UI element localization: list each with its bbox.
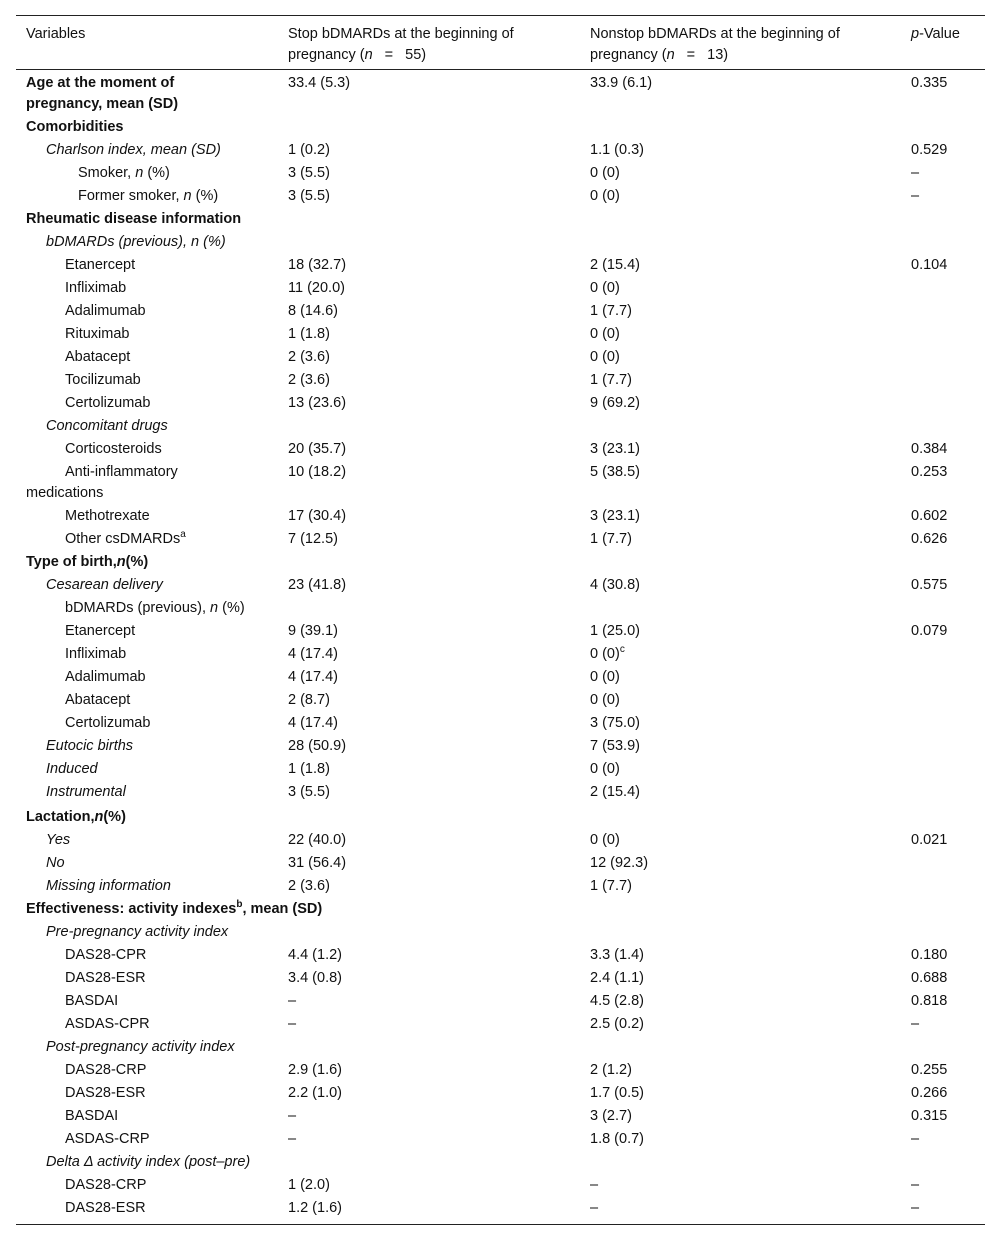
- pre-pregnancy-rows: [16, 944, 985, 1036]
- birth-bdmards-title-b: (%): [218, 600, 245, 616]
- cell-stop: 2 (3.6): [288, 878, 330, 894]
- cell-nonstop: 3 (75.0): [590, 715, 640, 731]
- row-label: [16, 462, 278, 504]
- cell-p: 0.626: [911, 531, 948, 547]
- section-title: Comorbidities: [26, 119, 124, 135]
- row-label: Methotrexate: [65, 508, 150, 524]
- row-label: No: [46, 855, 65, 871]
- header-stop-prefix: pregnancy (: [288, 47, 365, 63]
- cell-p: 0.575: [911, 577, 948, 593]
- subsection-delta: [16, 1151, 985, 1174]
- antiinfl-label-line2: medications: [26, 485, 104, 501]
- cell-p: [901, 690, 985, 711]
- smoker-label-a: Smoker,: [78, 165, 136, 181]
- header-nonstop-prefix: pregnancy (: [590, 47, 667, 63]
- table-row-birth-adalimumab: [16, 666, 985, 689]
- table-row-delta-index: [16, 1197, 985, 1220]
- age-label-line2: pregnancy, mean (SD): [26, 96, 179, 112]
- cell-nonstop: 4 (30.8): [590, 577, 640, 593]
- cell-p: 0.253: [911, 464, 948, 480]
- cell-stop: 7 (12.5): [288, 531, 338, 547]
- cell-p: [901, 278, 985, 299]
- section-title: [16, 807, 278, 828]
- footnote-marker: a: [180, 529, 186, 541]
- cell-p: [901, 393, 985, 414]
- table-row-charlson: [16, 139, 985, 162]
- section-comorbidities: [16, 116, 985, 139]
- table-row-instrumental: [16, 781, 985, 804]
- cell-p: [901, 759, 985, 780]
- footnote-marker: b: [236, 899, 243, 911]
- cell-nonstop: 2 (15.4): [590, 257, 640, 273]
- cell-p: 0.384: [911, 441, 948, 457]
- cell-p: [901, 782, 985, 803]
- cell-nonstop: 3 (23.1): [590, 441, 640, 457]
- cell-nonstop: 0 (0): [590, 669, 620, 685]
- cell-nonstop: [580, 644, 901, 665]
- row-label: Abatacept: [65, 692, 131, 708]
- row-label: Yes: [46, 832, 71, 848]
- cell-p: –: [911, 1131, 920, 1147]
- cell-p: –: [911, 1200, 920, 1216]
- birth-bdmards-title-a: bDMARDs (previous),: [65, 600, 211, 616]
- row-label: ASDAS-CRP: [65, 1131, 150, 1147]
- section-lactation: [16, 804, 985, 829]
- table-row-corticosteroids: [16, 438, 985, 461]
- table-row-methotrexate: [16, 505, 985, 528]
- cell-p: 0.266: [911, 1085, 948, 1101]
- row-label: [16, 73, 278, 115]
- row-label: DAS28-ESR: [65, 970, 146, 986]
- cell-stop: 9 (39.1): [288, 623, 338, 639]
- row-label: Tocilizumab: [65, 372, 141, 388]
- cell-stop: 20 (35.7): [288, 441, 347, 457]
- header-stop: [278, 24, 580, 69]
- table-row-bdmard: [16, 369, 985, 392]
- cell-stop: 17 (30.4): [288, 508, 347, 524]
- cell-p: [901, 713, 985, 734]
- cell-p: [901, 876, 985, 897]
- cell-p: 0.180: [911, 947, 948, 963]
- cell-stop: 1 (1.8): [288, 761, 330, 777]
- row-label: ASDAS-CPR: [65, 1016, 150, 1032]
- cell-nonstop: 7 (53.9): [590, 738, 640, 754]
- section-type-of-birth: [16, 551, 985, 574]
- cell-p: –: [911, 188, 920, 204]
- cell-nonstop: 0 (0): [590, 349, 620, 365]
- table-row-bdmard: [16, 277, 985, 300]
- row-label: Cesarean delivery: [46, 577, 163, 593]
- subsection-pre-pregnancy: [16, 921, 985, 944]
- cell-nonstop: 0 (0): [590, 761, 620, 777]
- cell-stop: 2 (3.6): [288, 372, 330, 388]
- cell-p: 0.818: [911, 993, 948, 1009]
- table-row-birth-infliximab: [16, 643, 985, 666]
- cell-nonstop: 0 (0): [590, 280, 620, 296]
- cell-p: [901, 324, 985, 345]
- cell-nonstop: 3 (2.7): [590, 1108, 632, 1124]
- table-row-bdmard: [16, 323, 985, 346]
- header-stop-value: 55): [405, 47, 427, 63]
- cell-nonstop: 9 (69.2): [590, 395, 640, 411]
- table-header: [16, 16, 985, 69]
- row-label: Etanercept: [65, 623, 136, 639]
- cell-nonstop: 1 (7.7): [590, 878, 632, 894]
- header-pvalue: [901, 24, 985, 69]
- post-pregnancy-rows: [16, 1059, 985, 1151]
- table-row-lactation-yes: [16, 829, 985, 852]
- subsection-post-pregnancy: [16, 1036, 985, 1059]
- row-label: Infliximab: [65, 280, 127, 296]
- row-label: DAS28-CRP: [65, 1062, 147, 1078]
- cell-stop: 10 (18.2): [288, 464, 347, 480]
- results-table: [16, 15, 985, 1225]
- cell-nonstop: 0 (0): [590, 326, 620, 342]
- row-label: DAS28-ESR: [65, 1085, 146, 1101]
- header-stop-line1: Stop bDMARDs at the beginning of: [288, 26, 514, 42]
- table-row-pre-index: [16, 967, 985, 990]
- table-row-smoker: [16, 162, 985, 185]
- table-row-former-smoker: [16, 185, 985, 208]
- header-nonstop-eq: =: [686, 47, 696, 63]
- cell-nonstop: 4.5 (2.8): [590, 993, 644, 1009]
- cell-nonstop: 3.3 (1.4): [590, 947, 644, 963]
- cell-nonstop: 5 (38.5): [590, 464, 640, 480]
- cell-nonstop: 1 (7.7): [590, 303, 632, 319]
- row-label: Infliximab: [65, 646, 127, 662]
- table-row-post-index: [16, 1059, 985, 1082]
- cell-nonstop: 1.7 (0.5): [590, 1085, 644, 1101]
- table-row-pre-index: [16, 944, 985, 967]
- row-label: Abatacept: [65, 349, 131, 365]
- lactation-title-n: n: [94, 809, 104, 825]
- table-row-pre-index: [16, 1013, 985, 1036]
- cell-stop: 28 (50.9): [288, 738, 347, 754]
- cell-p: [901, 347, 985, 368]
- table-row-birth-etanercept: [16, 620, 985, 643]
- section-effectiveness: [16, 898, 985, 921]
- cell-p: 0.079: [911, 623, 948, 639]
- cell-nonstop: 1 (7.7): [590, 372, 632, 388]
- subsection-title: bDMARDs (previous), n (%): [46, 234, 226, 250]
- row-label: Instrumental: [46, 784, 126, 800]
- cell-stop: 2 (8.7): [288, 692, 330, 708]
- section-title: [16, 899, 516, 920]
- cell-p: [901, 370, 985, 391]
- row-label: Certolizumab: [65, 715, 151, 731]
- row-label: Induced: [46, 761, 98, 777]
- cell-nonstop: 0 (0): [590, 692, 620, 708]
- header-variables: [16, 24, 278, 69]
- former-label-a: Former smoker,: [78, 188, 184, 204]
- birth-bdmards-title-n: n: [210, 600, 219, 616]
- table-row-delta-index: [16, 1174, 985, 1197]
- cell-stop: 3.4 (0.8): [288, 970, 342, 986]
- cell-nonstop: 1 (25.0): [590, 623, 640, 639]
- antiinfl-label-line1: Anti-inflammatory: [65, 464, 178, 480]
- cell-nonstop: –: [590, 1177, 599, 1193]
- table-row-post-index: [16, 1082, 985, 1105]
- row-label: [16, 163, 278, 184]
- cell-stop: 4.4 (1.2): [288, 947, 342, 963]
- row-label: DAS28-CRP: [65, 1177, 147, 1193]
- cell-stop: 33.4 (5.3): [288, 75, 351, 91]
- cell-stop: 2.2 (1.0): [288, 1085, 342, 1101]
- header-nonstop-line1: Nonstop bDMARDs at the beginning of: [590, 26, 840, 42]
- cell-p: –: [911, 165, 920, 181]
- header-p-letter: p: [911, 26, 920, 42]
- birth-title-n: n: [116, 554, 126, 570]
- table-row-age: [16, 72, 985, 116]
- table-row-bdmard: [16, 392, 985, 415]
- table-row-lactation-no: [16, 852, 985, 875]
- cell-nonstop: 2 (1.2): [590, 1062, 632, 1078]
- row-label: Rituximab: [65, 326, 130, 342]
- effectiveness-title-b: , mean (SD): [242, 901, 323, 917]
- cell-nonstop: 0 (0): [590, 832, 620, 848]
- header-nonstop: [580, 24, 901, 69]
- cell-nonstop: –: [590, 1200, 599, 1216]
- cell-stop: 4 (17.4): [288, 669, 338, 685]
- row-label: [16, 529, 278, 550]
- cell-p: 0.529: [911, 142, 948, 158]
- delta-rows: [16, 1174, 985, 1220]
- cell-stop: 3 (5.5): [288, 188, 330, 204]
- subsection-title: Post-pregnancy activity index: [46, 1039, 235, 1055]
- header-stop-line2: [288, 45, 580, 66]
- row-label: [16, 186, 278, 207]
- cell-stop: 11 (20.0): [288, 280, 345, 296]
- cell-p: 0.104: [911, 257, 948, 273]
- table-row-lactation-missing: [16, 875, 985, 898]
- table-bottom-rule: [16, 1224, 985, 1225]
- header-stop-n: n: [364, 47, 373, 63]
- footnote-marker: c: [619, 644, 625, 656]
- former-label-b: (%): [191, 188, 219, 204]
- birth-title-b: (%): [125, 554, 149, 570]
- header-nonstop-value: 13): [707, 47, 729, 63]
- subsection-birth-bdmards: [16, 597, 985, 620]
- table-row-pre-index: [16, 990, 985, 1013]
- cell-stop: –: [288, 993, 297, 1009]
- cell-stop: 3 (5.5): [288, 165, 330, 181]
- cell-nonstop: 3 (23.1): [590, 508, 640, 524]
- row-label: Corticosteroids: [65, 441, 162, 457]
- row-label: Adalimumab: [65, 669, 146, 685]
- header-variables-text: Variables: [26, 26, 86, 42]
- cell-stop: 8 (14.6): [288, 303, 338, 319]
- header-stop-eq: =: [384, 47, 394, 63]
- cell-stop: 1 (0.2): [288, 142, 330, 158]
- subsection-concomitant: [16, 415, 985, 438]
- subsection-title: Delta Δ activity index (post–pre): [46, 1154, 251, 1170]
- cell-stop: 13 (23.6): [288, 395, 347, 411]
- section-title: [16, 552, 278, 573]
- effectiveness-title-a: Effectiveness: activity indexes: [26, 901, 237, 917]
- cell-p: [901, 853, 985, 874]
- birth-title-a: Type of birth,: [26, 554, 117, 570]
- subsection-title: Concomitant drugs: [46, 418, 168, 434]
- cell-stop: –: [288, 1016, 297, 1032]
- table-row-bdmard: [16, 300, 985, 323]
- row-label: Missing information: [46, 878, 171, 894]
- table-row-eutocic: [16, 735, 985, 758]
- infliximab-nonstop-value: 0 (0): [590, 646, 620, 662]
- section-title: Rheumatic disease information: [26, 211, 242, 227]
- header-nonstop-line2: [590, 45, 901, 66]
- cell-p: 0.255: [911, 1062, 948, 1078]
- table-row-induced: [16, 758, 985, 781]
- table-row-post-index: [16, 1128, 985, 1151]
- cell-nonstop: 12 (92.3): [590, 855, 649, 871]
- header-nonstop-n: n: [666, 47, 675, 63]
- cell-nonstop: 33.9 (6.1): [590, 75, 653, 91]
- cell-stop: 3 (5.5): [288, 784, 330, 800]
- cell-nonstop: 2.5 (0.2): [590, 1016, 644, 1032]
- row-label: BASDAI: [65, 1108, 119, 1124]
- cell-p: [901, 644, 985, 665]
- row-label: DAS28-ESR: [65, 1200, 146, 1216]
- row-label: Eutocic births: [46, 738, 134, 754]
- cell-stop: –: [288, 1131, 297, 1147]
- table-row-bdmard: [16, 346, 985, 369]
- subsection-title: [16, 598, 278, 619]
- cell-p: 0.315: [911, 1108, 948, 1124]
- table-body: [16, 70, 985, 1224]
- subsection-title: Pre-pregnancy activity index: [46, 924, 229, 940]
- row-label: DAS28-CPR: [65, 947, 147, 963]
- cell-stop: –: [288, 1108, 297, 1124]
- table-row-birth-certolizumab: [16, 712, 985, 735]
- cell-p: [901, 736, 985, 757]
- table-row-cesarean: [16, 574, 985, 597]
- cell-stop: 31 (56.4): [288, 855, 347, 871]
- cell-p: 0.688: [911, 970, 948, 986]
- age-label-line1: Age at the moment of: [26, 75, 175, 91]
- cell-nonstop: 2 (15.4): [590, 784, 640, 800]
- header-p-suffix: -Value: [919, 26, 960, 42]
- cell-nonstop: 0 (0): [590, 188, 620, 204]
- table-row-bdmard: [16, 254, 985, 277]
- cell-p: [901, 301, 985, 322]
- section-rheumatic: [16, 208, 985, 231]
- cell-stop: 2.9 (1.6): [288, 1062, 342, 1078]
- cell-stop: 1 (1.8): [288, 326, 330, 342]
- cell-stop: 1.2 (1.6): [288, 1200, 342, 1216]
- cell-stop: 22 (40.0): [288, 832, 347, 848]
- table-row-post-index: [16, 1105, 985, 1128]
- subsection-bdmards: [16, 231, 985, 254]
- cell-nonstop: 1.1 (0.3): [590, 142, 644, 158]
- lactation-title-b: (%): [103, 809, 126, 825]
- cell-stop: 4 (17.4): [288, 646, 338, 662]
- row-label: BASDAI: [65, 993, 119, 1009]
- cell-stop: 4 (17.4): [288, 715, 338, 731]
- cell-stop: 18 (32.7): [288, 257, 347, 273]
- table-row-birth-abatacept: [16, 689, 985, 712]
- cell-p: [901, 667, 985, 688]
- cell-nonstop: 2.4 (1.1): [590, 970, 644, 986]
- former-label-n: n: [183, 188, 192, 204]
- cell-stop: 2 (3.6): [288, 349, 330, 365]
- cell-nonstop: 1 (7.7): [590, 531, 632, 547]
- bdmards-rows: [16, 254, 985, 415]
- cell-stop: 23 (41.8): [288, 577, 347, 593]
- row-label: Charlson index, mean (SD): [46, 142, 221, 158]
- cell-p: –: [911, 1016, 920, 1032]
- smoker-label-n: n: [135, 165, 144, 181]
- lactation-title-a: Lactation,: [26, 809, 95, 825]
- cell-p: 0.335: [911, 75, 948, 91]
- smoker-label-b: (%): [143, 165, 170, 181]
- table-row-other-csdmards: [16, 528, 985, 551]
- row-label: Etanercept: [65, 257, 136, 273]
- cell-p: 0.602: [911, 508, 948, 524]
- table-row-antiinflammatory: [16, 461, 985, 505]
- cell-p: –: [911, 1177, 920, 1193]
- cell-nonstop: 0 (0): [590, 165, 620, 181]
- cell-nonstop: 1.8 (0.7): [590, 1131, 644, 1147]
- row-label: Certolizumab: [65, 395, 151, 411]
- cell-stop: 1 (2.0): [288, 1177, 330, 1193]
- cell-p: 0.021: [911, 832, 948, 848]
- other-label: Other csDMARDs: [65, 531, 181, 547]
- row-label: Adalimumab: [65, 303, 146, 319]
